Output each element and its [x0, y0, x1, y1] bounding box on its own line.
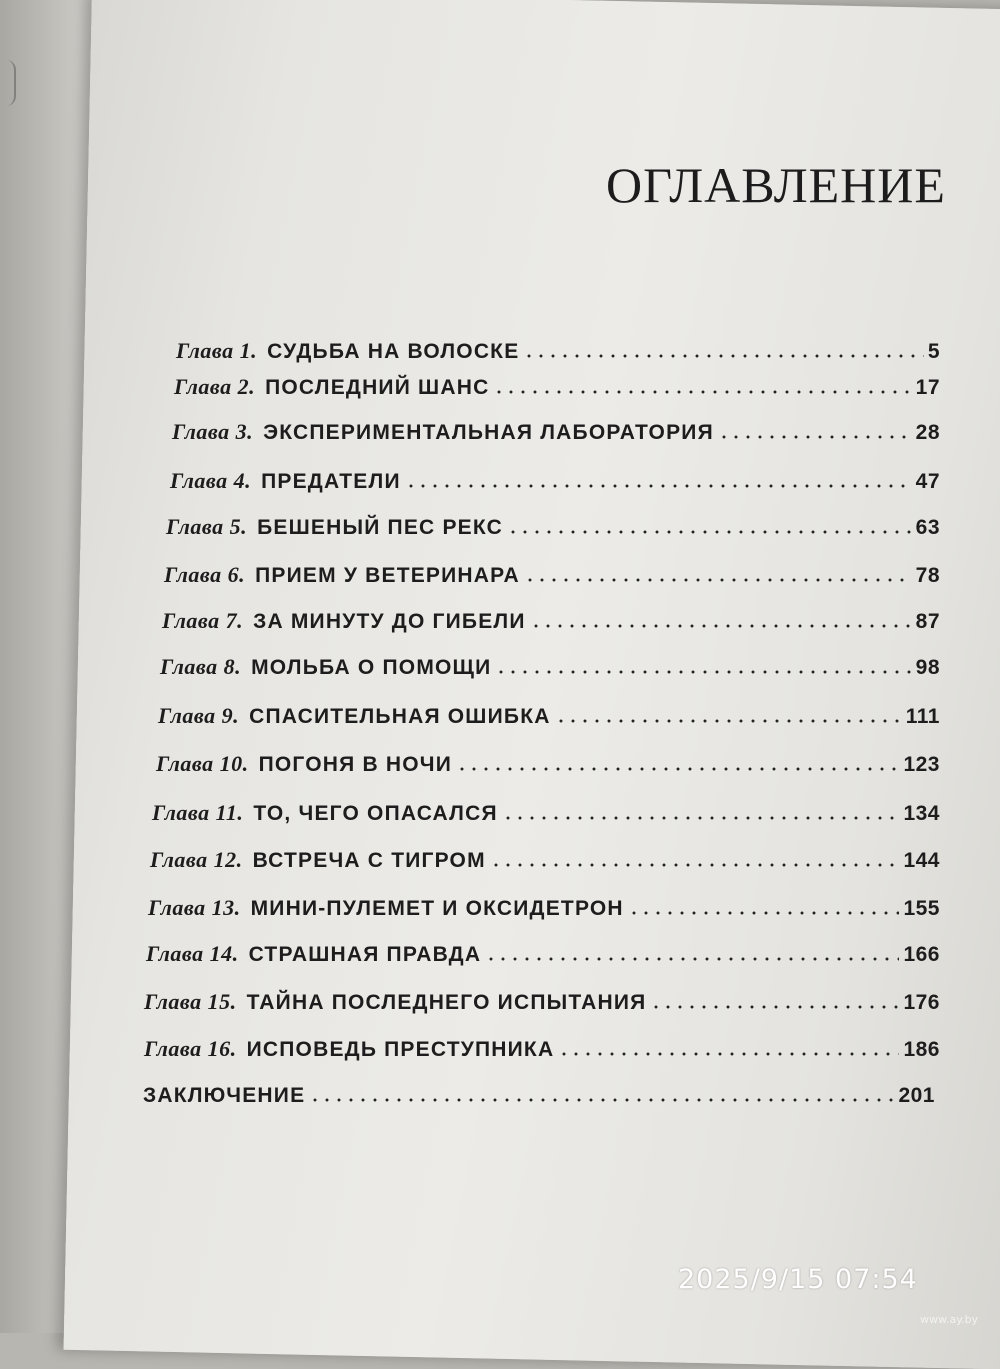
toc-chapter-label: Глава 3.: [172, 419, 254, 444]
toc-dot-leader: [718, 435, 912, 439]
toc-dot-leader: [493, 390, 911, 394]
toc-entry: [156, 751, 940, 777]
toc-entry: [164, 562, 940, 588]
toc-dot-leader: [524, 578, 912, 582]
toc-page-number: 78: [915, 564, 940, 587]
toc-page-number: 17: [915, 376, 940, 399]
toc-page-number: 144: [903, 849, 940, 872]
toc-entry: [174, 374, 940, 400]
toc-chapter-title: ПРИЕМ У ВЕТЕРИНАРА: [255, 564, 520, 587]
toc-chapter-label: Глава 16.: [144, 1036, 237, 1061]
toc-entry: [144, 989, 940, 1015]
toc-chapter-label: Глава 11.: [152, 800, 244, 825]
toc-chapter-title: ПРЕДАТЕЛИ: [261, 470, 401, 493]
toc-chapter-title: ЗА МИНУТУ ДО ГИБЕЛИ: [253, 610, 526, 633]
toc-chapter-title: ЭКСПЕРИМЕНТАЛЬНАЯ ЛАБОРАТОРИЯ: [263, 421, 714, 444]
toc-chapter-title: СТРАШНАЯ ПРАВДА: [248, 943, 482, 966]
toc-chapter-label: Глава 15.: [144, 989, 237, 1014]
photo-timestamp: 2025/9/15 07:54: [678, 1264, 918, 1295]
toc-dot-leader: [507, 530, 912, 534]
toc-entry: [176, 338, 940, 364]
toc-dot-leader: [628, 911, 900, 915]
toc-chapter-label: Глава 14.: [146, 941, 239, 966]
toc-chapter-label: Глава 12.: [150, 847, 243, 872]
toc-chapter-label: Глава 7.: [162, 608, 244, 633]
toc-dot-leader: [558, 1052, 899, 1056]
toc-chapter-title: ТО, ЧЕГО ОПАСАЛСЯ: [253, 802, 498, 825]
toc-entry: [148, 895, 940, 921]
toc-dot-leader: [405, 484, 912, 488]
toc-page-number: 5: [927, 340, 940, 363]
toc-dot-leader: [456, 767, 899, 771]
toc-chapter-label: Глава 9.: [158, 703, 240, 728]
toc-page-number: 28: [915, 421, 940, 444]
toc-page-number: 186: [903, 1038, 940, 1061]
toc-chapter-label: Глава 5.: [166, 514, 248, 539]
toc-chapter-label: Глава 10.: [156, 751, 249, 776]
toc-page-number: 111: [905, 705, 940, 728]
toc-page-number: 134: [903, 802, 940, 825]
toc-entry: [170, 468, 940, 494]
toc-chapter-label: Глава 6.: [164, 562, 246, 587]
toc-page-number: 87: [915, 610, 940, 633]
toc-entry: [152, 800, 940, 826]
toc-entry: [158, 703, 940, 729]
toc-dot-leader: [530, 624, 912, 628]
toc-entry: [143, 1084, 935, 1108]
toc-chapter-title: СУДЬБА НА ВОЛОСКЕ: [267, 340, 520, 363]
toc-entry: [144, 1036, 940, 1062]
page-title: ОГЛАВЛЕНИЕ: [606, 157, 946, 213]
toc-page-number: 155: [903, 897, 940, 920]
toc-page-number: 63: [915, 516, 940, 539]
toc-page-number: 201: [898, 1084, 935, 1107]
toc-chapter-title: ПОГОНЯ В НОЧИ: [258, 753, 453, 776]
toc-chapter-title: МИНИ-ПУЛЕМЕТ И ОКСИДЕТРОН: [250, 897, 624, 920]
toc-chapter-label: Глава 4.: [170, 468, 252, 493]
toc-chapter-label: Глава 8.: [160, 654, 242, 679]
toc-entry: [150, 847, 940, 873]
toc-page-number: 123: [903, 753, 940, 776]
toc-chapter-title: МОЛЬБА О ПОМОЩИ: [251, 656, 492, 679]
toc-entry: [172, 419, 940, 445]
toc-dot-leader: [650, 1005, 899, 1009]
toc-page-number: 176: [903, 991, 940, 1014]
toc-page-number: 166: [903, 943, 940, 966]
toc-chapter-title: ВСТРЕЧА С ТИГРОМ: [252, 849, 486, 872]
toc-dot-leader: [523, 354, 923, 358]
toc-entry: [166, 514, 940, 540]
toc-chapter-title: ИСПОВЕДЬ ПРЕСТУПНИКА: [246, 1038, 555, 1061]
toc-entry: [160, 654, 940, 680]
toc-dot-leader: [309, 1098, 894, 1102]
toc-chapter-label: Глава 1.: [176, 338, 258, 363]
toc-dot-leader: [495, 670, 911, 674]
toc-chapter-title: ТАЙНА ПОСЛЕДНЕГО ИСПЫТАНИЯ: [246, 991, 647, 1014]
toc-chapter-title: СПАСИТЕЛЬНАЯ ОШИБКА: [249, 705, 551, 728]
toc-page-number: 47: [915, 470, 940, 493]
toc-chapter-label: Глава 13.: [148, 895, 241, 920]
toc-chapter-title: ЗАКЛЮЧЕНИЕ: [143, 1084, 306, 1107]
toc-chapter-title: БЕШЕНЫЙ ПЕС РЕКС: [257, 516, 503, 539]
toc-dot-leader: [485, 957, 899, 961]
toc-entry: [146, 941, 940, 967]
toc-dot-leader: [502, 816, 900, 820]
toc-page-number: 98: [915, 656, 940, 679]
toc-dot-leader: [555, 719, 902, 723]
toc-dot-leader: [490, 863, 900, 867]
toc-chapter-title: ПОСЛЕДНИЙ ШАНС: [265, 376, 490, 399]
site-watermark: www.ay.by: [920, 1313, 979, 1326]
toc-chapter-label: Глава 2.: [174, 374, 256, 399]
toc-entry: [162, 608, 940, 634]
